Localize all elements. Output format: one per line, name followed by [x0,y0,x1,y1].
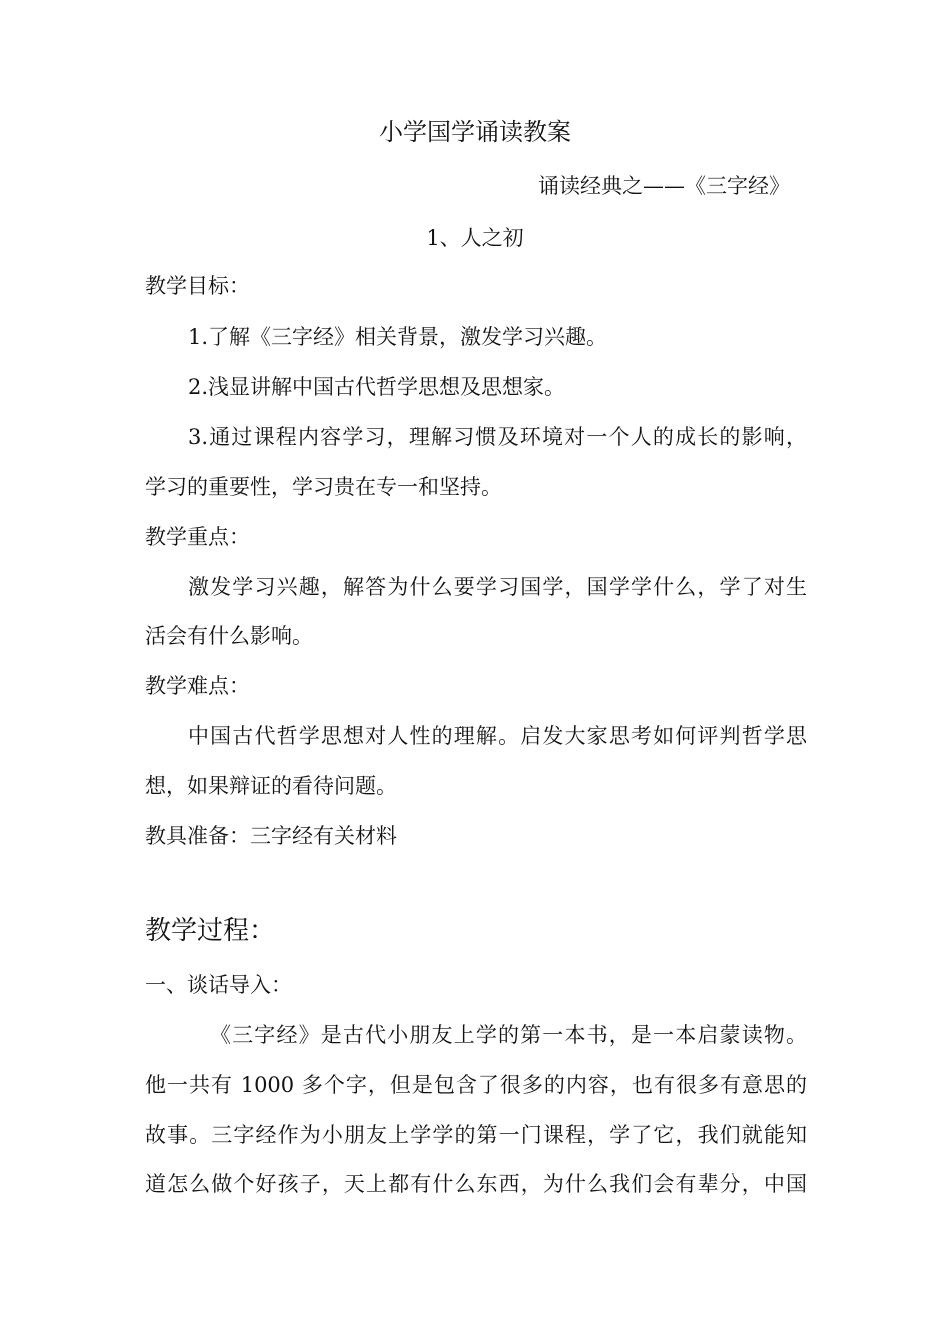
document-title: 小学国学诵读教案 [379,118,571,146]
key-points-heading: 教学重点： [145,525,250,549]
objective-item: 3.通过课程内容学习，理解习惯及环境对一个人的成长的影响， [188,425,807,449]
process-heading: 教学过程： [145,916,276,946]
intro-paragraph-line: 他一共有 1000 多个字，但是包含了很多的内容，也有很多有意思的 [145,1073,807,1097]
objective-item-continuation: 学习的重要性，学习贵在专一和坚持。 [145,475,502,499]
difficulties-heading: 教学难点： [145,674,250,698]
difficulties-text-continuation: 想，如果辩证的看待问题。 [145,774,397,798]
document-subtitle: 诵读经典之——《三字经》 [538,174,790,198]
key-points-text: 激发学习兴趣，解答为什么要学习国学，国学学什么，学了对生 [188,575,807,599]
objectives-heading: 教学目标： [145,274,250,298]
lesson-title: 1、人之初 [426,226,524,250]
difficulties-text: 中国古代哲学思想对人性的理解。启发大家思考如何评判哲学思 [188,724,807,748]
section-intro-heading: 一、谈话导入： [145,973,292,997]
intro-paragraph-line: 道怎么做个好孩子，天上都有什么东西，为什么我们会有辈分，中国 [145,1172,807,1196]
key-points-text-continuation: 活会有什么影响。 [145,624,313,648]
objective-item: 2.浅显讲解中国古代哲学思想及思想家。 [188,375,566,399]
intro-paragraph-line: 《三字经》是古代小朋友上学的第一本书，是一本启蒙读物。 [210,1023,807,1047]
materials-line: 教具准备：三字经有关材料 [145,824,397,848]
objective-item: 1.了解《三字经》相关背景，激发学习兴趣。 [188,325,608,349]
intro-paragraph-line: 故事。三字经作为小朋友上学学的第一门课程，学了它，我们就能知 [145,1123,807,1147]
